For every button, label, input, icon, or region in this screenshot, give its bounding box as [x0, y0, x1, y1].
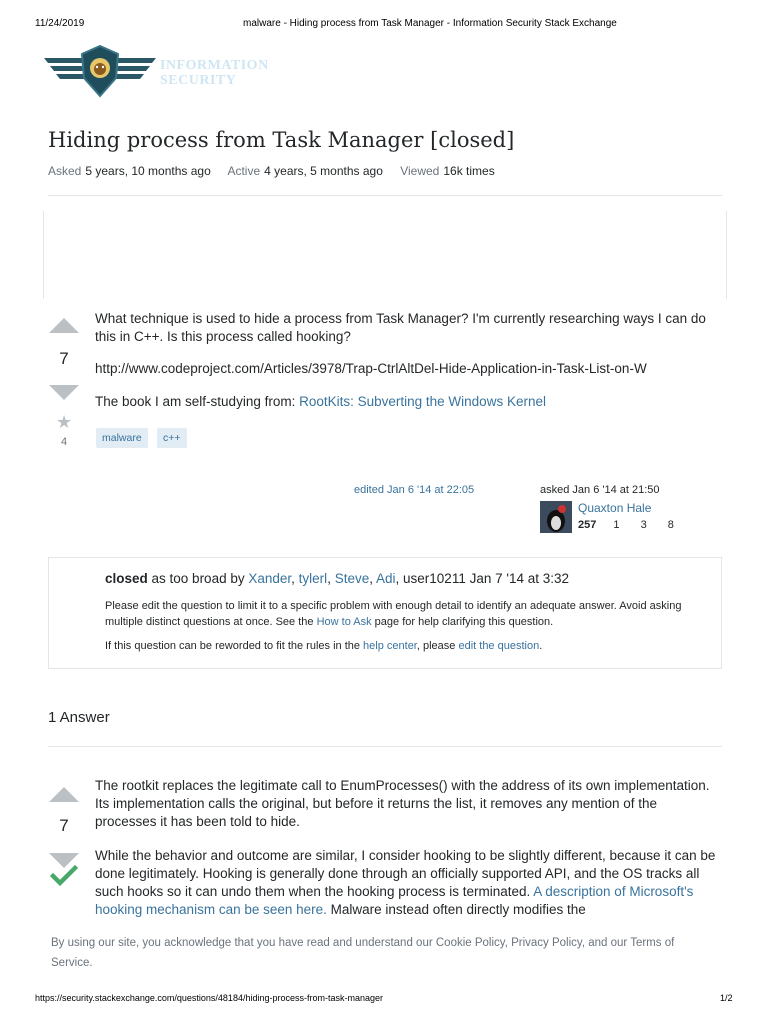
avatar-penguin-icon: [540, 501, 572, 533]
privacy-policy-link[interactable]: Privacy Policy: [511, 937, 582, 949]
closer-tylerl[interactable]: tylerl: [298, 571, 328, 586]
help-center-link[interactable]: help center: [363, 640, 417, 652]
print-footer-url: https://security.stackexchange.com/questions/48184/hiding-process-from-task-manager: [35, 993, 383, 1003]
how-to-ask-link[interactable]: How to Ask: [316, 616, 372, 628]
closer-user10211: user10211: [403, 571, 466, 586]
user-name-link[interactable]: Quaxton Hale: [578, 501, 652, 515]
closed-notice-p2: [105, 638, 711, 654]
closed-notice-line: closed as too broad by Xander, tylerl, Steve, Adi, user10211 Jan 7 '14 at 3:32: [105, 571, 570, 586]
book-prefix: The book I am self-studying from:: [95, 394, 300, 409]
logo-line-2: SECURITY: [160, 73, 237, 88]
ad-placeholder: [43, 211, 727, 299]
answer-upvote-icon[interactable]: [49, 787, 79, 802]
tag-malware[interactable]: malware: [96, 428, 148, 448]
bronze-badge-count: 8: [667, 519, 674, 531]
cookie-end: .: [89, 957, 93, 969]
active-value[interactable]: 4 years, 5 months ago: [264, 164, 383, 178]
site-logo[interactable]: [42, 44, 158, 100]
answer-p2-text-a: While the behavior and outcome are similar, I consider hooking to be slightly different, because it can be done legitimately. Hooking is generally done through an officially supported API, and the OS tracks all such hooks so it can undo them when the hooking process is terminated.: [95, 848, 716, 899]
question-title[interactable]: Hiding process from Task Manager [closed]: [48, 128, 515, 152]
print-date: 11/24/2019: [35, 18, 85, 29]
question-downvote-icon[interactable]: [49, 385, 79, 400]
closed-p1-text-b: page for help clarifying this question.: [371, 616, 554, 628]
closed-notice-p1: [105, 598, 711, 630]
answers-divider: [48, 746, 722, 747]
favorite-star-icon[interactable]: ★: [56, 412, 73, 432]
user-rep: 257: [578, 519, 597, 531]
user-reputation-badges: [578, 519, 674, 531]
logo-wordmark: [160, 58, 269, 88]
asked-label: Asked: [48, 164, 82, 178]
book-link[interactable]: RootKits: Subverting the Windows Kernel: [299, 394, 546, 409]
question-meta: [48, 164, 509, 178]
silver-badge-count: 3: [640, 519, 647, 531]
hooking-description-link[interactable]: A description of Microsoft's hooking mechanism can be seen here.: [95, 884, 694, 917]
question-book-line: [95, 393, 546, 411]
gold-badge-count: 1: [613, 519, 620, 531]
logo-line-1: INFORMATION: [160, 58, 269, 73]
tag-cpp[interactable]: c++: [157, 428, 187, 448]
cookie-and: , and our: [581, 937, 631, 949]
viewed-value: 16k times: [443, 164, 495, 178]
terms-of-service-link[interactable]: Terms of Service: [51, 937, 675, 969]
shield-wings-icon: [42, 44, 158, 100]
favorite-count: 4: [60, 436, 68, 448]
answer-p2-text-b: Malware instead often directly modifies the: [326, 902, 586, 917]
question-vote-count: 7: [59, 349, 69, 368]
closer-adi[interactable]: Adi: [376, 571, 396, 586]
viewed-label: Viewed: [400, 164, 440, 178]
closed-word: closed: [105, 571, 148, 586]
closed-date: Jan 7 '14 at 3:32: [469, 571, 570, 586]
cookie-policy-link[interactable]: Cookie Policy: [435, 937, 505, 949]
cookie-sep: ,: [504, 937, 512, 949]
active-label: Active: [227, 164, 261, 178]
cookie-text-a: By using our site, you acknowledge that you have read and understand our: [51, 937, 436, 949]
cookie-banner-text: [51, 933, 711, 973]
edit-question-link[interactable]: edit the question: [458, 640, 540, 652]
question-upvote-icon[interactable]: [49, 318, 79, 333]
accepted-checkmark-icon: [50, 862, 78, 893]
question-link[interactable]: http://www.codeproject.com/Articles/3978/Trap-CtrlAltDel-Hide-Application-in-Task-List-on-W: [95, 361, 647, 376]
closer-steve[interactable]: Steve: [334, 571, 370, 586]
asked-value: 5 years, 10 months ago: [85, 164, 211, 178]
question-body-p1: What technique is used to hide a process from Task Manager? I'm currently researching ways I can do this in C++. Is this process called hooking?: [95, 311, 706, 344]
closer-xander[interactable]: Xander: [248, 571, 292, 586]
answer-body-p1: The rootkit replaces the legitimate call to EnumProcesses() with the address of its own implementation. Its implementation calls the original, but before it returns the list, it removes any mention of the processes it has been told to hide.: [95, 778, 710, 829]
answers-count-header: 1 Answer: [48, 709, 110, 726]
edited-timestamp[interactable]: edited Jan 6 '14 at 22:05: [354, 484, 475, 496]
answer-body-p2: [95, 847, 720, 919]
closed-p1-text-a: Please edit the question to limit it to a specific problem with enough detail to identify an adequate answer. Avoid asking multiple distinct questions at once. See the: [105, 600, 682, 628]
closed-p2-text-mid: , please: [416, 640, 459, 652]
print-footer-page: 1/2: [720, 993, 733, 1003]
title-divider: [48, 195, 722, 196]
closed-p2-text-end: .: [539, 640, 543, 652]
closed-p2-text-a: If this question can be reworded to fit the rules in the: [105, 640, 364, 652]
user-avatar[interactable]: [540, 501, 572, 533]
closed-reason: as too broad by: [147, 571, 249, 586]
answer-vote-count: 7: [59, 816, 69, 835]
print-page-title: malware - Hiding process from Task Manager - Information Security Stack Exchange: [243, 18, 617, 29]
asked-timestamp: asked Jan 6 '14 at 21:50: [540, 484, 660, 496]
